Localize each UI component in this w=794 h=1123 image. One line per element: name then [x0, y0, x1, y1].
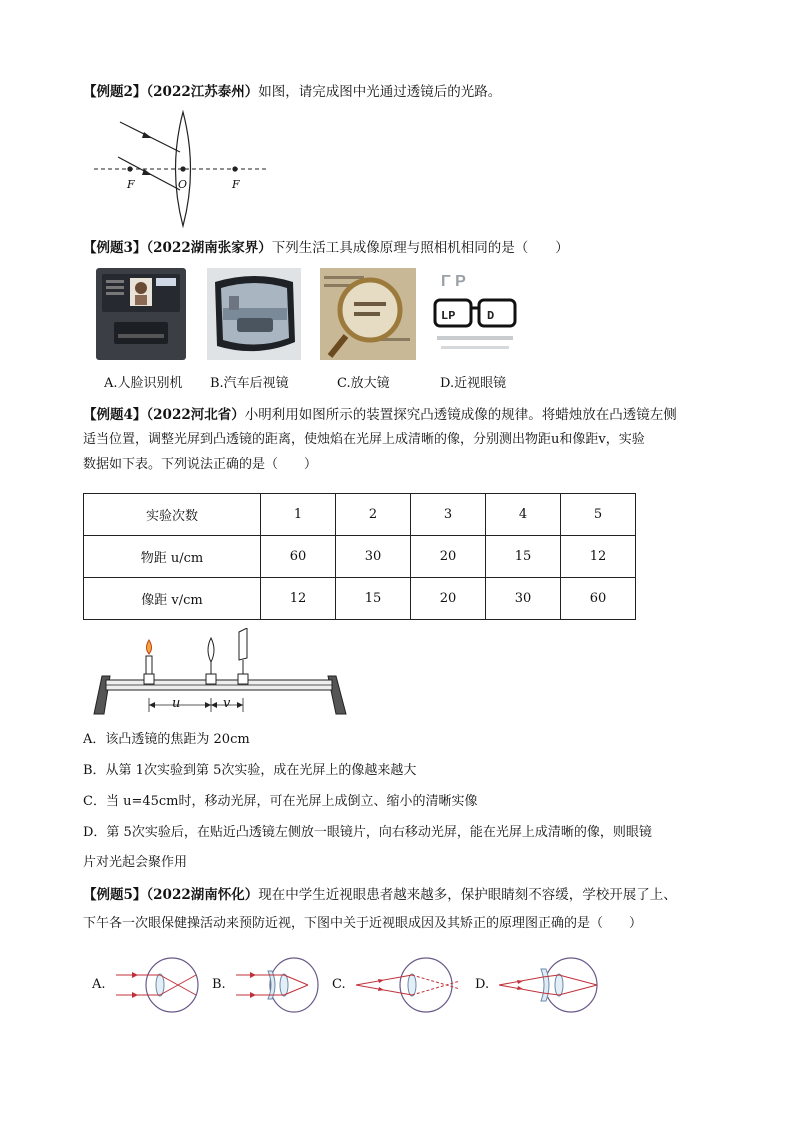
svg-text:D: D: [487, 309, 495, 323]
table-cell: 2: [336, 494, 411, 536]
image-distance-label: v: [223, 696, 231, 711]
car-mirror-image: [207, 268, 301, 360]
example-2-text: 如图，请完成图中光通过透镜后的光路。: [258, 84, 502, 100]
table-cell: 15: [486, 536, 561, 578]
table-cell: 60: [261, 536, 336, 578]
table-cell: 实验次数: [84, 494, 261, 536]
table-cell: 30: [486, 578, 561, 620]
ex3-option-d: D.近视眼镜: [440, 376, 507, 391]
ex3-option-a: A.人脸识别机: [104, 376, 183, 391]
ex5-option-b-label: B.: [212, 977, 226, 992]
table-cell: 60: [561, 578, 636, 620]
example-3-tag: 【例题3】: [83, 240, 147, 256]
example-4-text-1: 小明利用如图所示的装置探究凸透镜成像的规律。将蜡烛放在凸透镜左侧: [244, 407, 677, 423]
glasses-image: [427, 268, 523, 360]
table-cell: 5: [561, 494, 636, 536]
ex5-option-a-label: A.: [92, 977, 106, 992]
example-5-heading: [83, 885, 723, 905]
ex3-option-b: B.汽车后视镜: [210, 376, 289, 391]
example-4-heading: [83, 405, 723, 425]
face-recognition-machine-image: [96, 268, 186, 360]
example-3-heading: [83, 238, 723, 258]
magnifier-image: [320, 268, 416, 360]
lens-ray-diagram: [90, 108, 280, 228]
example-5-source: （2022湖南怀化）: [146, 887, 259, 903]
table-cell: 20: [411, 578, 486, 620]
table-row: [84, 578, 636, 620]
data-table: [83, 493, 636, 620]
optical-center-label: O: [178, 178, 188, 191]
ex5-option-d-label: D.: [475, 977, 490, 992]
table-cell: 4: [486, 494, 561, 536]
example-3-text: 下列生活工具成像原理与照相机相同的是（ ）: [271, 240, 569, 256]
table-row: [84, 494, 636, 536]
example-4-text-2: 适当位置，调整光屏到凸透镜的距离，使烛焰在光屏上成清晰的像，分别测出物距u和像距v，实验: [83, 432, 645, 447]
table-cell: 20: [411, 536, 486, 578]
example-2-tag: 【例题2】: [83, 84, 147, 100]
svg-text:Γ Ρ: Γ Ρ: [441, 273, 466, 290]
ex4-option-a: A．该凸透镜的焦距为 20cm: [83, 732, 250, 747]
ex4-option-b: B．从第 1次实验到第 5次实验，成在光屏上的像越来越大: [83, 763, 417, 778]
example-4-source: （2022河北省）: [146, 407, 245, 423]
example-2-source: （2022江苏泰州）: [146, 84, 259, 100]
eye-diagram-b: [232, 955, 322, 1015]
ex3-option-c: C.放大镜: [337, 376, 390, 391]
optical-bench-diagram: [90, 628, 350, 718]
example-3-source: （2022湖南张家界）: [146, 240, 272, 256]
table-cell: 30: [336, 536, 411, 578]
example-5-tag: 【例题5】: [83, 887, 147, 903]
eye-diagram-d: [495, 955, 607, 1015]
table-cell: 12: [561, 536, 636, 578]
table-cell: 15: [336, 578, 411, 620]
eye-diagram-c: [352, 955, 464, 1015]
table-cell: 12: [261, 578, 336, 620]
ex5-option-c-label: C.: [332, 977, 346, 992]
ex4-option-d-line-2: 片对光起会聚作用: [83, 855, 188, 870]
table-cell: 像距 v/cm: [84, 578, 261, 620]
object-distance-label: u: [172, 696, 181, 711]
example-2-heading: [83, 82, 723, 102]
ex4-option-d-line-1: D．第 5次实验后，在贴近凸透镜左侧放一眼镜片，向右移动光屏，能在光屏上成清晰的像，则眼镜: [83, 825, 652, 840]
focus-label-right: F: [232, 178, 240, 191]
table-cell: 1: [261, 494, 336, 536]
example-5-text-2: 下午各一次眼保健操活动来预防近视，下图中关于近视眼成因及其矫正的原理图正确的是（ ）: [83, 916, 643, 931]
eye-diagram-a: [112, 955, 202, 1015]
focus-label-left: F: [127, 178, 135, 191]
example-5-text-1: 现在中学生近视眼患者越来越多，保护眼睛刻不容缓，学校开展了上、: [258, 887, 677, 903]
example-4-text-3: 数据如下表。下列说法正确的是（ ）: [83, 457, 318, 472]
table-cell: 3: [411, 494, 486, 536]
table-cell: 物距 u/cm: [84, 536, 261, 578]
example-4-tag: 【例题4】: [83, 407, 147, 423]
ex4-option-c: C．当 u=45cm时，移动光屏，可在光屏上成倒立、缩小的清晰实像: [83, 794, 478, 809]
table-row: [84, 536, 636, 578]
svg-text:LP: LP: [441, 309, 456, 323]
